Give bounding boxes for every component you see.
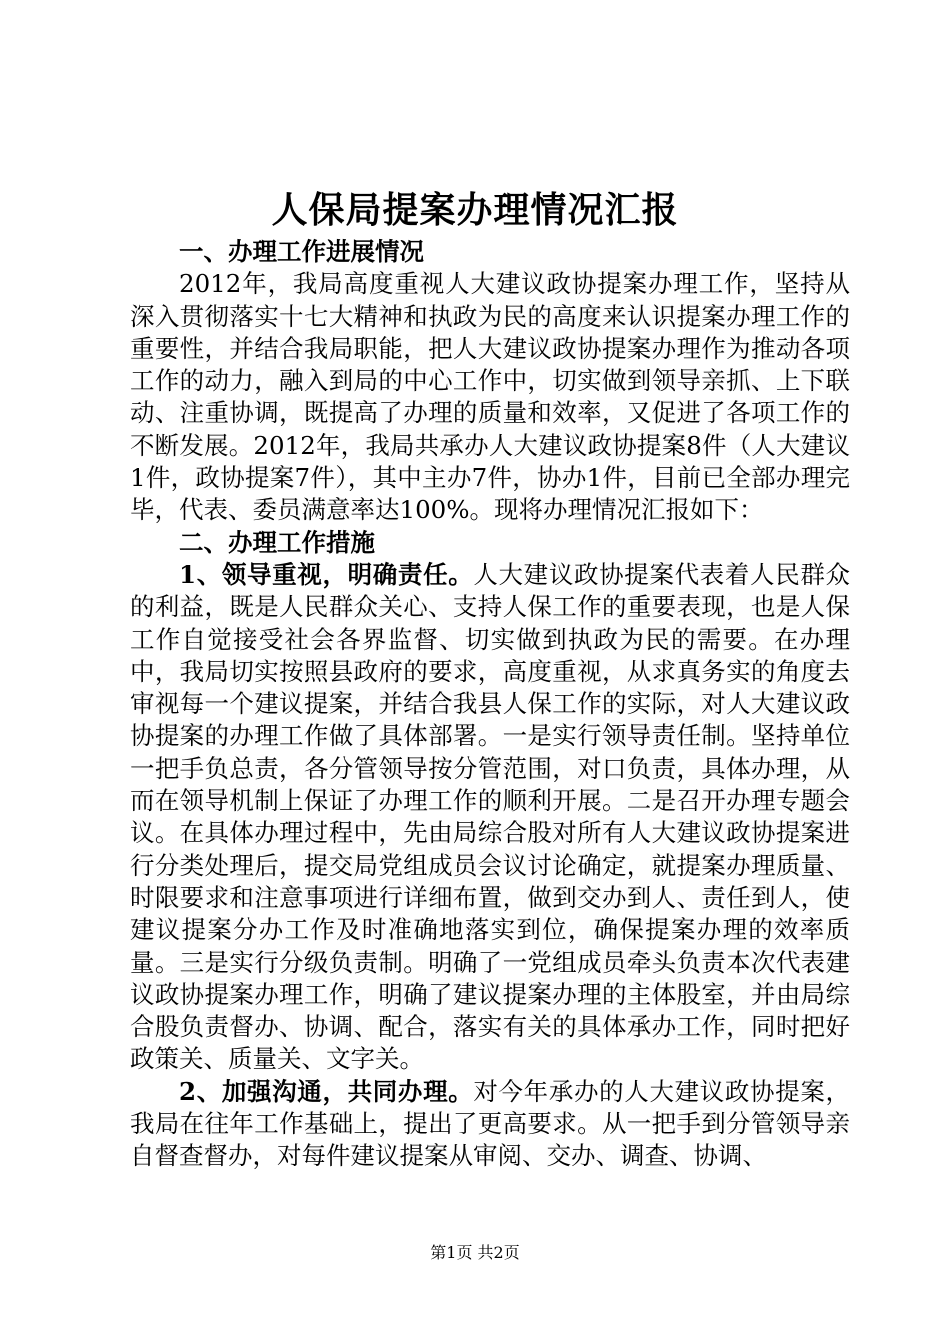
measure-2-lead: 2、加强沟通，共同办理。 <box>179 1076 474 1106</box>
page-indicator: 第1页 共2页 <box>430 1243 520 1262</box>
section-heading-progress: 一、办理工作进展情况 <box>179 237 424 266</box>
measure-1-lead: 1、领导重视，明确责任。 <box>179 559 474 589</box>
document-body <box>130 236 850 1173</box>
document-title: 人保局提案办理情况汇报 <box>271 189 679 231</box>
measure-1-text: 人大建议政协提案代表着人民群众的利益，既是人民群众关心、支持人保工作的重要表现，也是人保工作自觉接受社会各界监督、切实做到执政为民的需要。在办理中，我局切实按照县政府的要求，高度重视，从求真务实的角度去审视每一个建议提案，并结合我县人保工作的实际，对人大建议政协提案的办理工作做了具体部署。一是实行领导责任制。坚持单位一把手负总责，各分管领导按分管范围，对口负责，具体办理，从而在领导机制上保证了办理工作的顺利开展。二是召开办理专题会议。在具体办理过程中，先由局综合股对所有人大建议政协提案进行分类处理后，提交局党组成员会议讨论确定，就提案办理质量、时限要求和注意事项进行详细布置，做到交办到人、责任到人，使建议提案分办工作及时准确地落实到位，确保提案办理的效率质量。三是实行分级负责制。明确了一党组成员牵头负责本次代表建议政协提案办理工作，明确了建议提案办理的主体股室，并由局综合股负责督办、协调、配合，落实有关的具体承办工作，同时把好政策关、质量关、文字关。 <box>130 559 851 1074</box>
paragraph-measure-2 <box>130 1076 850 1173</box>
measure-2-text: 对今年承办的人大建议政协提案，我局在往年工作基础上，提出了更高要求。从一把手到分管领导亲自督查督办，对每件建议提案从审阅、交办、调查、协调、 <box>130 1076 851 1171</box>
section-heading-measures: 二、办理工作措施 <box>179 527 375 557</box>
paragraph-measure-1 <box>130 559 850 1076</box>
paragraph-progress: 2012年，我局高度重视人大建议政协提案办理工作，坚持从深入贯彻落实十七大精神和执政为民的高度来认识提案办理工作的重要性，并结合我局职能，把人大建议政协提案办理作为推动各项工作的动力，融入到局的中心工作中，切实做到领导亲抓、上下联动、注重协调，既提高了办理的质量和效率，又促进了各项工作的不断发展。2012年，我局共承办人大建议政协提案8件（人大建议1件，政协提案7件），其中主办7件，协办1件，目前已全部办理完毕，代表、委员满意率达100%。现将办理情况汇报如下： <box>130 269 850 525</box>
